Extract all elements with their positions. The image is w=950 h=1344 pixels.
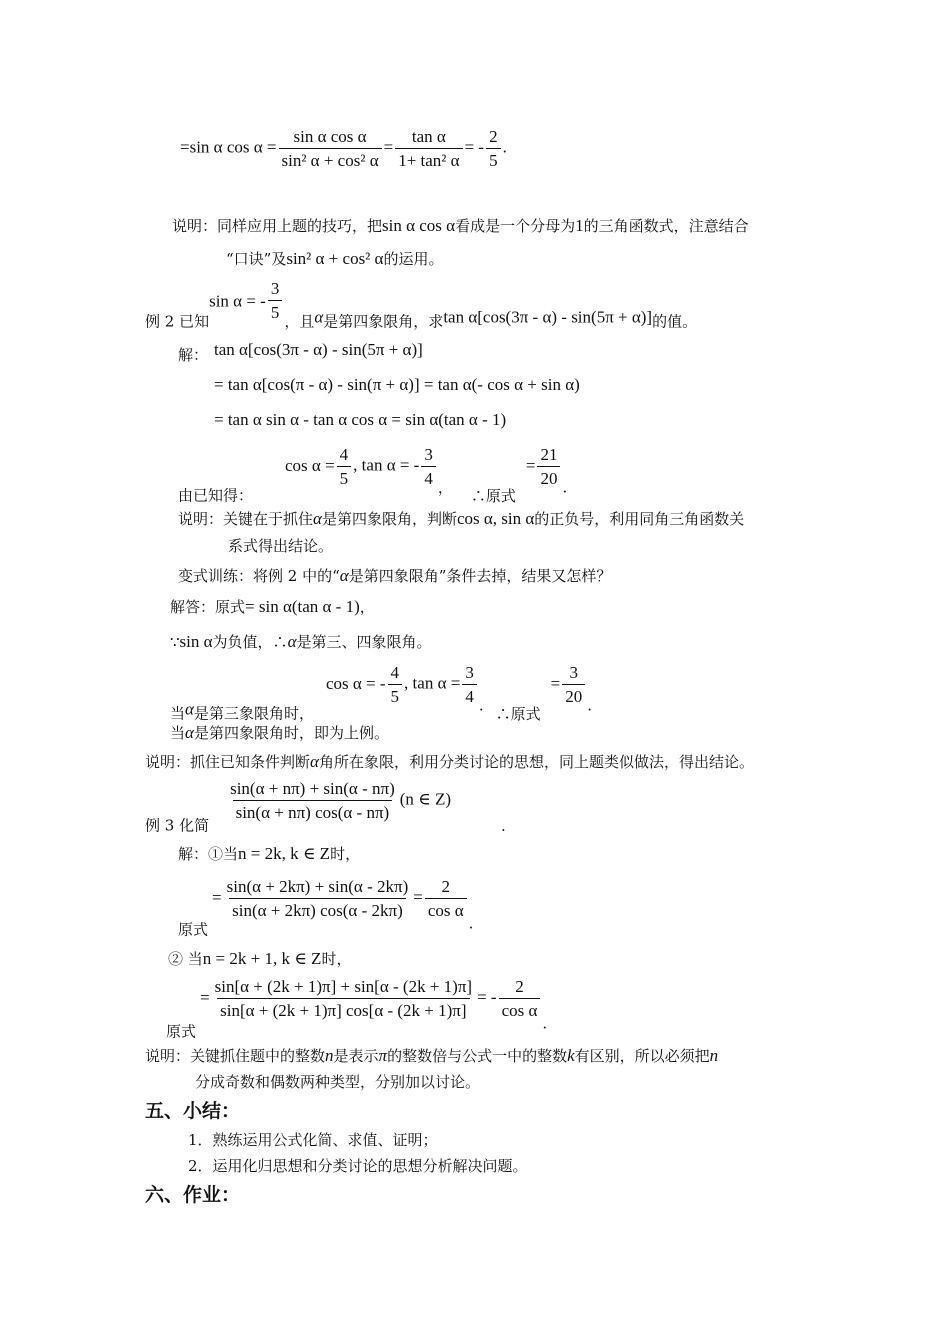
note-4-line-1 — [145, 1047, 718, 1064]
note2-text-c: 的正负号，利用同角三角函数关 — [534, 510, 745, 528]
sol2-line-3: = tan α sin α - tan α cos α = sin α(tan α - 1) — [214, 410, 507, 429]
note-4-line-2: 分成奇数和偶数两种类型，分别加以讨论。 — [195, 1073, 481, 1091]
sol2-known: 由已知得： — [178, 486, 254, 505]
sol2-comma: ， — [437, 478, 453, 497]
ex3-f-numerator: sin(α + nπ) + sin(α - nπ) — [230, 779, 395, 798]
variant-because-symbol: ∵ — [170, 633, 180, 651]
variant-neg: 为负值，∴ — [212, 633, 288, 651]
sol2-fraction-3 — [537, 446, 560, 487]
sol3-eq-2: = — [413, 887, 423, 907]
sol3-f4-denominator: cos α — [499, 998, 541, 1019]
sol2-f2-denominator: 4 — [421, 466, 436, 487]
note1-math-1: sin α cos α — [382, 216, 456, 235]
note4-text-d: 有区别，所以必须把 — [574, 1047, 710, 1065]
ex2-f-numerator: 3 — [270, 279, 280, 298]
variant-ans-label: 解答：原式 — [170, 598, 246, 616]
eq1-f1-denominator: sin² α + cos² α — [279, 148, 382, 169]
variant-alpha-2: α — [287, 632, 297, 651]
sol3-f1-denominator: sin(α + 2kπ) cos(α - 2kπ) — [229, 898, 406, 919]
sol3-case2-label: ② 当 — [168, 950, 203, 968]
example-3-line — [145, 780, 506, 834]
variant-f3-denominator: 20 — [562, 684, 585, 705]
sol2-f2-numerator: 3 — [424, 445, 433, 464]
ex2-f-denominator: 5 — [268, 300, 283, 321]
eq1-fraction-3 — [486, 128, 501, 169]
eq1-part1: =sin α cos α = — [180, 137, 277, 157]
note4-text-a: 说明：关键抓住题中的整数 — [145, 1047, 326, 1065]
variant-f2-denominator: 4 — [462, 684, 477, 705]
sol3-time-2: 时， — [321, 950, 352, 968]
variant-fraction-3 — [562, 664, 585, 705]
sol2-f1-numerator: 4 — [339, 445, 349, 464]
ex2-alpha: α — [314, 307, 324, 327]
variant-alpha: α — [339, 566, 349, 585]
note4-n-2: n — [709, 1046, 719, 1065]
sol3-orig-2: 原式 — [166, 1022, 197, 1041]
note1-text-e: 的运用。 — [383, 250, 444, 268]
sol3-fraction-2 — [425, 878, 467, 919]
note2-alpha: α — [313, 509, 322, 528]
note4-text-b: 是表示 — [333, 1047, 379, 1065]
ex2-math-sin: sin α = - — [209, 291, 266, 311]
sol3-case2-expr — [166, 978, 547, 1040]
sol2-fraction-1 — [337, 446, 352, 487]
sol2-f3-denominator: 20 — [537, 466, 560, 487]
ex3-fraction — [227, 780, 398, 821]
note4-text-c: 的整数倍与公式一中的整数 — [387, 1047, 568, 1065]
variant-title — [178, 567, 611, 584]
sol3-fraction-1 — [224, 878, 412, 919]
sol3-case1-expr — [178, 878, 473, 938]
sol3-eq-3: = — [200, 987, 210, 1007]
sol2-line-2: = tan α[cos(π - α) - sin(π + α)] = tan α(- cos α + sin α) — [214, 375, 580, 394]
note1-text-c: 的三角函数式，注意结合 — [583, 217, 749, 235]
variant-f2-numerator: 3 — [465, 663, 474, 682]
note3-alpha: α — [310, 752, 319, 771]
eq1-f3-numerator: 2 — [489, 127, 498, 146]
sol3-case2 — [168, 950, 351, 967]
variant-when: 当 — [170, 704, 186, 723]
eq1-f2-denominator: 1+ tan² α — [395, 148, 462, 169]
variant-answer — [170, 598, 375, 615]
sol3-label: 解：①当 — [178, 845, 239, 863]
sol3-time: 时， — [330, 845, 361, 863]
ex2-text-1: 是第四象限角，求 — [323, 312, 444, 331]
ex3-end: . — [501, 816, 506, 835]
variant-math-cos: cos α = - — [325, 673, 386, 693]
summary-item-2: 2．运用化归思想和分类讨论的思想分析解决问题。 — [188, 1157, 528, 1175]
note1-one: 1 — [575, 216, 584, 235]
note4-n: n — [325, 1046, 334, 1065]
variant-f3-numerator: 3 — [569, 663, 578, 682]
note-3 — [145, 753, 754, 770]
sol2-end: . — [562, 478, 568, 497]
variant-fourth-line — [170, 724, 389, 741]
sol3-end: . — [468, 914, 474, 933]
sol3-f3-denominator: sin[α + (2k + 1)π] cos[α - (2k + 1)π] — [217, 998, 469, 1019]
variant-f1-numerator: 4 — [390, 663, 400, 682]
eq1-f3-denominator: 5 — [486, 148, 501, 169]
variant-when-2: 当 — [170, 724, 186, 742]
sol3-case1 — [178, 845, 360, 862]
eq1-part2: = — [383, 137, 394, 157]
equation-line-1 — [180, 128, 507, 169]
note4-k: k — [567, 1046, 575, 1065]
variant-fraction-1 — [388, 664, 403, 705]
note1-text-b: 看成是一个分母为 — [455, 217, 576, 235]
note3-text-b: 角所在象限，利用分类讨论的思想，同上题类似做法，得出结论。 — [318, 753, 754, 771]
variant-title-a: 变式训练：将例 2 中的“ — [178, 567, 340, 585]
variant-alpha-3: α — [185, 699, 194, 719]
sol3-f4-numerator: 2 — [515, 977, 524, 996]
eq1-fraction-2 — [395, 128, 462, 169]
example-2-line — [145, 280, 697, 330]
eq1-part3: = - — [464, 137, 485, 157]
variant-title-b: 是第四象限角”条件去掉，结果又怎样？ — [348, 567, 612, 585]
note-1-line-2 — [226, 250, 443, 267]
note-1-line-1 — [172, 217, 749, 234]
sol2-eq: = — [525, 455, 536, 475]
variant-alpha-4: α — [185, 723, 194, 742]
variant-dot: . — [478, 696, 484, 715]
sol3-eq-4: = - — [477, 987, 497, 1007]
note3-text-a: 说明：抓住已知条件判断 — [145, 753, 311, 771]
sol3-fraction-3 — [212, 978, 475, 1019]
sol2-line-1: tan α[cos(3π - α) - sin(5π + α)] — [214, 340, 423, 359]
note1-text-a: 说明：同样应用上题的技巧，把 — [172, 217, 383, 235]
ex2-fraction — [268, 280, 283, 321]
sol3-f1-numerator: sin(α + 2kπ) + sin(α - 2kπ) — [226, 877, 409, 896]
ex2-comma: ，且 — [284, 312, 315, 331]
eq1-f2-numerator: tan α — [411, 127, 446, 146]
eq1-f1-numerator: sin α cos α — [293, 127, 367, 146]
variant-fourth: 是第四象限角时，即为上例。 — [193, 724, 389, 742]
variant-eq: = — [550, 673, 561, 693]
note2-text-b: 是第四象限角，判断 — [321, 510, 457, 528]
ex2-math-expr: tan α[cos(3π - α) - sin(5π + α)] — [443, 307, 653, 327]
sol3-end-2: . — [542, 1014, 548, 1033]
variant-therefore: ∴原式 — [495, 704, 541, 723]
sol3-orig: 原式 — [178, 920, 209, 939]
variant-fraction-2 — [462, 664, 477, 705]
sol3-f3-numerator: sin[α + (2k + 1)π] + sin[α - (2k + 1)π] — [214, 977, 473, 996]
ex2-text-2: 的值。 — [652, 312, 698, 331]
note-2-line-2: 系式得出结论。 — [228, 537, 334, 555]
summary-item-1: 1．熟练运用公式化简、求值、证明； — [188, 1131, 438, 1149]
sol3-f2-numerator: 2 — [441, 877, 450, 896]
sol2-known-line — [178, 446, 567, 504]
variant-f1-denominator: 5 — [388, 684, 403, 705]
ex3-f-denominator: sin(α + nπ) cos(α - nπ) — [233, 800, 393, 821]
variant-math-2: sin α — [179, 632, 213, 651]
sol2-math-tan: , tan α = - — [353, 455, 420, 475]
note2-text-a: 说明：关键在于抓住 — [178, 510, 314, 528]
sol3-condition-2: n = 2k + 1, k ∈ Z — [202, 949, 322, 968]
sol2-math-cos: cos α = — [285, 455, 335, 475]
summary-heading: 五、小结： — [145, 1100, 241, 1122]
note-2-line-1 — [178, 510, 744, 527]
note2-math: cos α, sin α — [456, 509, 535, 528]
ex3-condition: (n ∈ Z) — [399, 789, 452, 809]
variant-third: 是第三象限角时， — [193, 704, 314, 723]
eq1-end: . — [502, 137, 507, 157]
note4-pi: π — [378, 1046, 388, 1065]
sol2-label: 解： — [178, 346, 209, 364]
sol3-f2-denominator: cos α — [425, 898, 467, 919]
sol2-f3-numerator: 21 — [540, 445, 558, 464]
variant-because — [170, 633, 432, 650]
note1-text-d: “口诀”及 — [226, 250, 287, 268]
variant-end: . — [587, 696, 592, 715]
sol3-condition-1: n = 2k, k ∈ Z — [238, 844, 331, 863]
variant-math-tan: , tan α = — [404, 673, 461, 693]
sol3-eq: = — [212, 887, 222, 907]
note1-math-2: sin² α + cos² α — [286, 249, 384, 268]
eq1-fraction-1 — [279, 128, 382, 169]
variant-comma: ， — [359, 598, 375, 616]
sol2-fraction-2 — [421, 446, 436, 487]
ex2-label: 例 2 已知 — [145, 312, 210, 331]
variant-quadrants: 是第三、四象限角。 — [296, 633, 432, 651]
variant-third-line — [170, 664, 592, 722]
sol2-f1-denominator: 5 — [337, 466, 352, 487]
ex3-label: 例 3 化简 — [145, 816, 210, 835]
variant-math-1: = sin α(tan α - 1) — [245, 597, 360, 616]
sol2-therefore: ∴原式 — [470, 486, 516, 505]
homework-heading: 六、作业： — [145, 1184, 241, 1206]
sol3-fraction-4 — [499, 978, 541, 1019]
